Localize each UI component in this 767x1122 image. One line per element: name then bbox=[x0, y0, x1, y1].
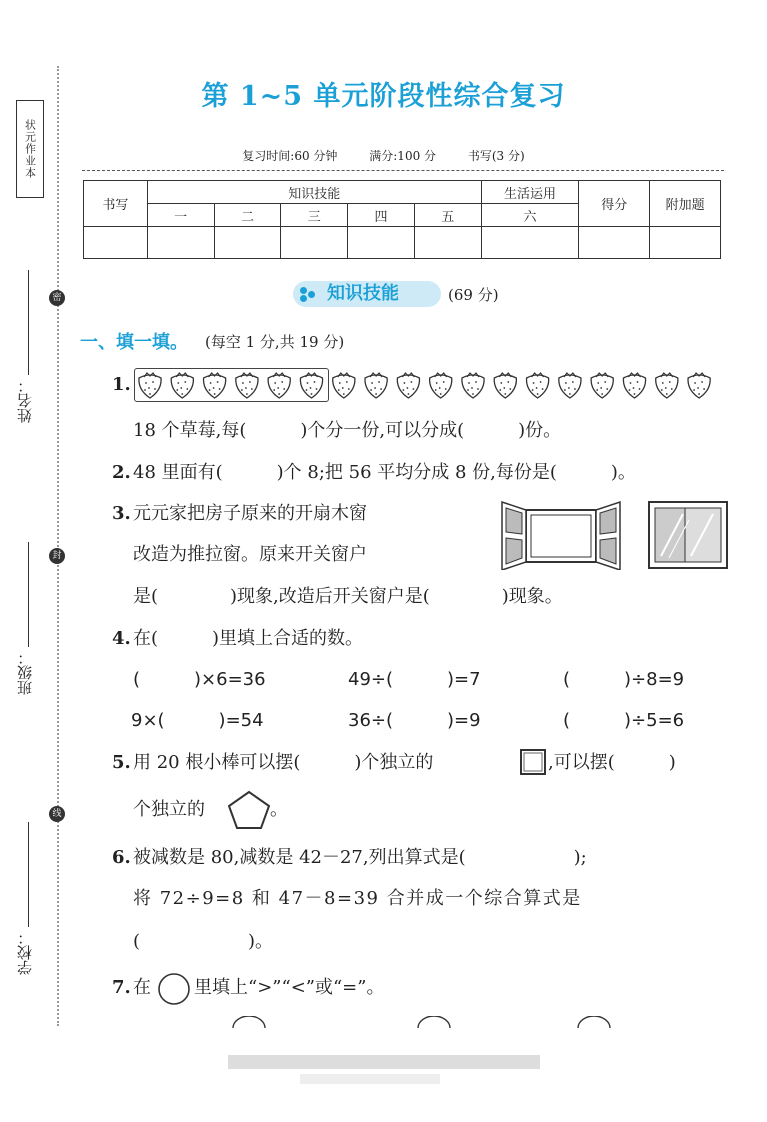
score-head-score: 得分 bbox=[579, 181, 650, 227]
strawberry-icon bbox=[494, 373, 516, 398]
exam-meta bbox=[0, 147, 767, 164]
seal-mark-feng: 封 bbox=[49, 548, 65, 564]
school-fill-line[interactable] bbox=[28, 822, 29, 927]
circle-blank-icon bbox=[157, 972, 191, 1006]
score-head-bonus: 附加题 bbox=[650, 181, 721, 227]
section1-note: (每空 1 分,共 19 分) bbox=[205, 333, 345, 351]
strawberry-icon bbox=[688, 373, 710, 398]
q5-text-b: ,可以摆( ) bbox=[548, 752, 676, 773]
q1-text: 18 个草莓,每( )个分一份,可以分成( )份。 bbox=[133, 420, 562, 441]
strawberry-icon bbox=[430, 373, 452, 398]
score-head-knowledge: 知识技能 bbox=[147, 181, 481, 204]
page-title: 第 1~5 单元阶段性综合复习 bbox=[201, 81, 566, 112]
score-cell[interactable] bbox=[414, 227, 481, 259]
q5-number: 5. bbox=[112, 752, 131, 773]
class-label: 班级： bbox=[16, 650, 34, 695]
score-col-1: 一 bbox=[147, 204, 214, 227]
score-head-life: 生活运用 bbox=[481, 181, 579, 204]
strawberry-icon bbox=[300, 373, 322, 398]
q3-line2: 改造为推拉窗。原来开关窗户 bbox=[133, 544, 367, 565]
exam-writing-score: 书写(3 分) bbox=[467, 149, 525, 163]
q3-line1: 元元家把房子原来的开扇木窗 bbox=[133, 503, 367, 524]
q4-eq-3: ( )÷8=9 bbox=[563, 669, 685, 690]
q6-line2: 将 72÷9=8 和 47－8=39 合并成一个综合算式是 bbox=[133, 888, 582, 909]
q2-number: 2. bbox=[112, 462, 131, 483]
strawberry-icon bbox=[139, 373, 161, 398]
strawberry-icon bbox=[236, 373, 258, 398]
strawberry-icon bbox=[559, 373, 581, 398]
score-col-2: 二 bbox=[214, 204, 281, 227]
strawberry-icon bbox=[171, 373, 193, 398]
casement-window-image bbox=[498, 500, 626, 570]
q4-eq-1: ( )×6=36 bbox=[133, 669, 266, 690]
q3-number: 3. bbox=[112, 503, 131, 524]
score-cell[interactable] bbox=[348, 227, 415, 259]
score-col-4: 四 bbox=[348, 204, 415, 227]
strawberry-icon bbox=[591, 373, 613, 398]
score-cell[interactable] bbox=[84, 227, 148, 259]
square-icon bbox=[519, 748, 547, 776]
header-divider bbox=[82, 170, 724, 171]
q3-line3: 是( )现象,改造后开关窗户是( )现象。 bbox=[133, 586, 563, 607]
exam-full-score: 满分:100 分 bbox=[369, 149, 437, 163]
q7-text-b: 里填上“>”“<”或“=”。 bbox=[194, 977, 385, 998]
q4-text: 在( )里填上合适的数。 bbox=[133, 628, 364, 649]
score-cell[interactable] bbox=[650, 227, 721, 259]
name-fill-line[interactable] bbox=[28, 270, 29, 375]
q5-text-d: 。 bbox=[270, 799, 288, 820]
score-cell[interactable] bbox=[481, 227, 579, 259]
cropped-circles-row bbox=[225, 1016, 625, 1028]
q4-eq-6: ( )÷5=6 bbox=[563, 710, 685, 731]
strawberry-icon bbox=[333, 373, 355, 398]
strawberry-icon bbox=[268, 373, 290, 398]
pentagon-icon bbox=[227, 790, 271, 830]
score-cell[interactable] bbox=[281, 227, 348, 259]
school-label: 学校： bbox=[16, 930, 34, 975]
q5-text-c: 个独立的 bbox=[133, 799, 205, 820]
score-head-writing: 书写 bbox=[84, 181, 148, 227]
strawberry-icon bbox=[204, 373, 226, 398]
strawberry-icon bbox=[656, 373, 678, 398]
q4-eq-2: 49÷( )=7 bbox=[348, 669, 481, 690]
strawberry-icon bbox=[365, 373, 387, 398]
strawberry-icon bbox=[623, 373, 645, 398]
sliding-window-image bbox=[647, 500, 729, 570]
q4-eq-5: 36÷( )=9 bbox=[348, 710, 481, 731]
score-cell[interactable] bbox=[147, 227, 214, 259]
q2-text: 48 里面有( )个 8;把 56 平均分成 8 份,每份是( )。 bbox=[133, 462, 636, 483]
q7-number: 7. bbox=[112, 977, 131, 998]
strawberry-icon bbox=[527, 373, 549, 398]
seal-mark-mi: 密 bbox=[49, 290, 65, 306]
exam-time: 复习时间:60 分钟 bbox=[242, 149, 338, 163]
section-badge-score: (69 分) bbox=[448, 286, 499, 304]
q1-number: 1. bbox=[112, 374, 131, 395]
score-col-6: 六 bbox=[481, 204, 579, 227]
badge-dots-icon bbox=[300, 287, 316, 303]
section-badge-label: 知识技能 bbox=[327, 283, 399, 304]
strawberries-image bbox=[136, 370, 711, 400]
binding-dotted-line bbox=[57, 66, 59, 1026]
q4-number: 4. bbox=[112, 628, 131, 649]
name-label: 姓名： bbox=[16, 378, 34, 423]
seal-mark-xian: 线 bbox=[49, 806, 65, 822]
score-cell[interactable] bbox=[214, 227, 281, 259]
score-cell[interactable] bbox=[579, 227, 650, 259]
q6-line3: ( )。 bbox=[133, 931, 274, 952]
q7-text-a: 在 bbox=[133, 977, 151, 998]
brand-label: 状元作业本 bbox=[16, 100, 44, 198]
class-fill-line[interactable] bbox=[28, 542, 29, 647]
strawberry-icon bbox=[462, 373, 484, 398]
blurred-watermark-2 bbox=[300, 1074, 440, 1084]
score-col-3: 三 bbox=[281, 204, 348, 227]
section1-title: 一、填一填。 bbox=[80, 332, 188, 353]
q6-number: 6. bbox=[112, 847, 131, 868]
q6-line1: 被减数是 80,减数是 42－27,列出算式是( ); bbox=[133, 847, 587, 868]
blurred-watermark bbox=[228, 1055, 540, 1069]
score-table bbox=[83, 180, 721, 259]
strawberry-icon bbox=[397, 373, 419, 398]
score-col-5: 五 bbox=[414, 204, 481, 227]
q4-eq-4: 9×( )=54 bbox=[131, 710, 264, 731]
q5-text-a: 用 20 根小棒可以摆( )个独立的 bbox=[133, 752, 434, 773]
